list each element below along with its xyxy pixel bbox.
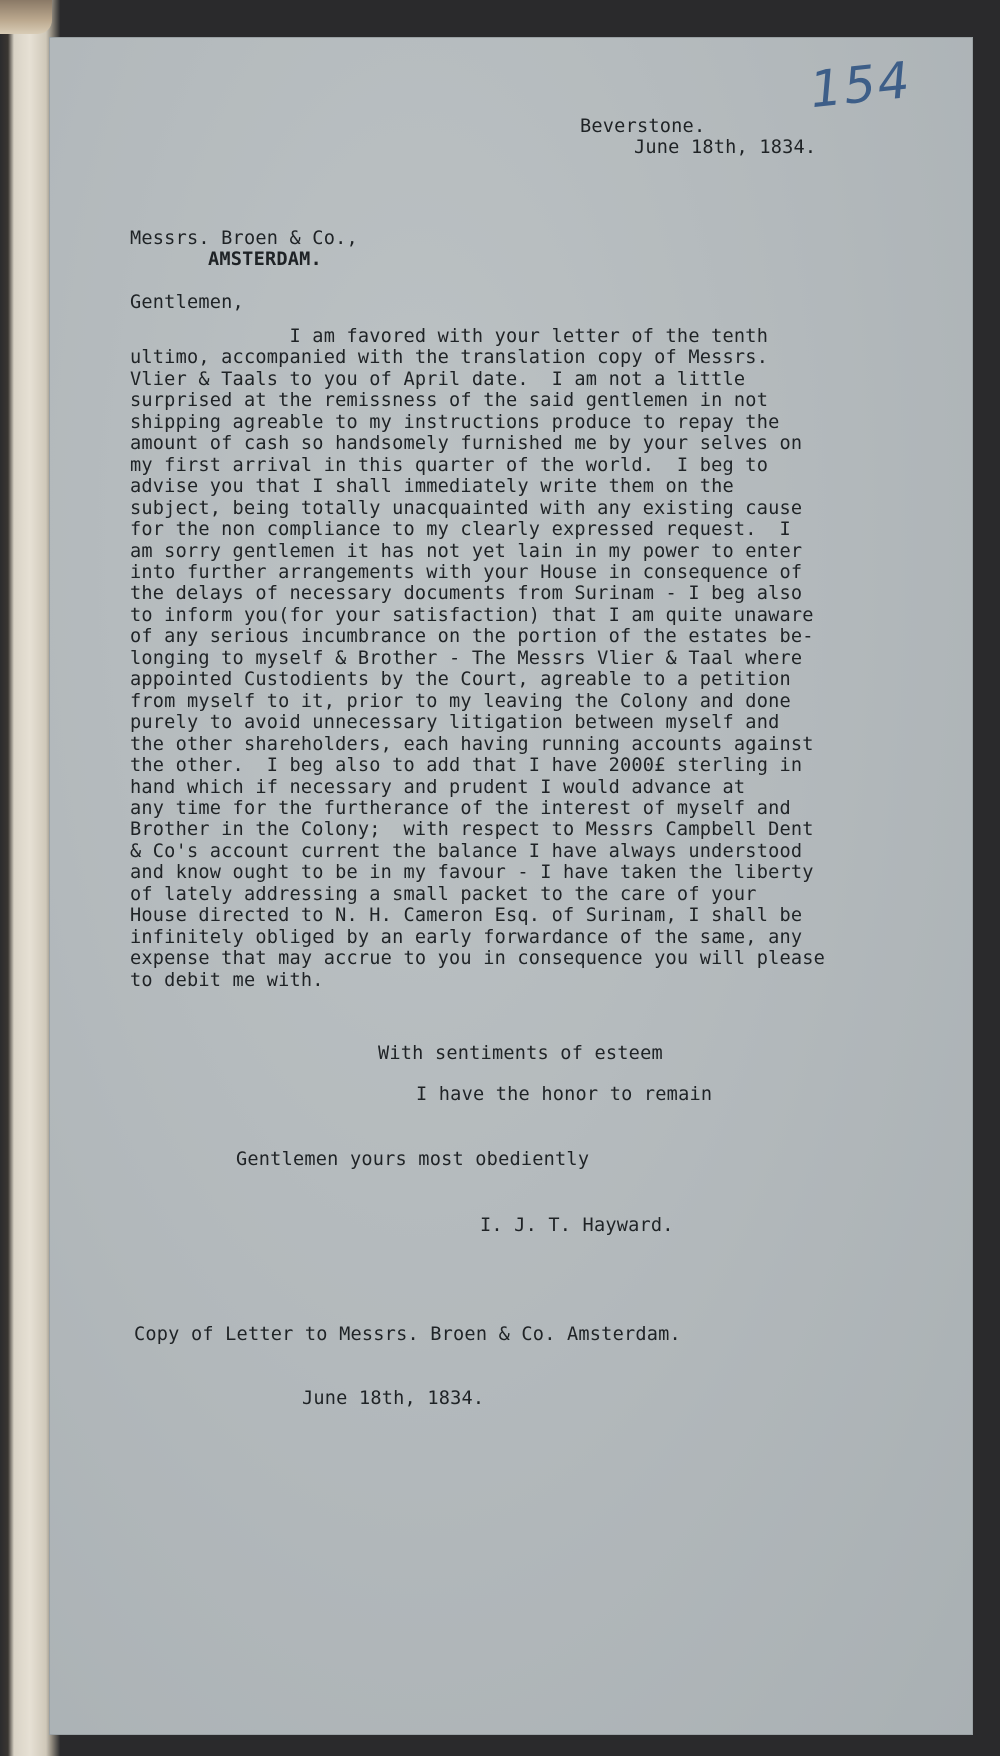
closing-line2: I have the honor to remain bbox=[416, 1084, 713, 1105]
body-line: to debit me with. bbox=[130, 969, 324, 991]
body-line: advise you that I shall immediately write them on the bbox=[130, 476, 734, 498]
body-line: to inform you(for your satisfaction) that I am quite unaware bbox=[130, 604, 814, 626]
body-line: Brother in the Colony; with respect to Messrs Campbell Dent bbox=[130, 819, 814, 841]
salutation: Gentlemen, bbox=[130, 292, 244, 313]
body-line: I am favored with your letter of the tenth bbox=[130, 326, 769, 347]
body-line: surprised at the remissness of the said gentlemen in not bbox=[130, 390, 769, 412]
binding-tab bbox=[0, 0, 52, 34]
body-line: Vlier & Taals to you of April date. I am not a little bbox=[130, 368, 746, 390]
body-line: amount of cash so handsomely furnished me by your selves on bbox=[130, 433, 803, 455]
body-line: appointed Custodients by the Court, agreable to a petition bbox=[130, 669, 791, 691]
letter-date: June 18th, 1834. bbox=[634, 137, 817, 158]
closing-line3: Gentlemen yours most obediently bbox=[236, 1149, 590, 1170]
body-line: and know ought to be in my favour - I have taken the liberty bbox=[130, 862, 814, 884]
body-line: the other shareholders, each having running accounts against bbox=[130, 733, 814, 755]
body-line: longing to myself & Brother - The Messrs Vlier & Taal where bbox=[130, 647, 803, 669]
body-line: of any serious incumbrance on the portion of the estates be- bbox=[130, 626, 814, 648]
recipient-line2: AMSTERDAM. bbox=[208, 249, 322, 270]
body-line: the delays of necessary documents from Surinam - I beg also bbox=[130, 583, 803, 605]
body-line: into further arrangements with your House in consequence of bbox=[130, 561, 803, 583]
body-line: expense that may accrue to you in consequence you will please bbox=[130, 948, 826, 970]
body-line: purely to avoid unnecessary litigation between myself and bbox=[130, 712, 780, 734]
copy-date: June 18th, 1834. bbox=[302, 1388, 485, 1409]
body-line: the other. I beg also to add that I have 2000£ sterling in bbox=[130, 755, 803, 777]
body-line: from myself to it, prior to my leaving the Colony and done bbox=[130, 690, 791, 712]
closing-line1: With sentiments of esteem bbox=[378, 1043, 663, 1064]
body-line: am sorry gentlemen it has not yet lain in my power to enter bbox=[130, 540, 803, 562]
letter-body bbox=[130, 326, 825, 991]
body-line: ultimo, accompanied with the translation copy of Messrs. bbox=[130, 347, 769, 369]
body-line: & Co's account current the balance I have always understood bbox=[130, 840, 803, 862]
signature: I. J. T. Hayward. bbox=[480, 1215, 674, 1236]
body-line: infinitely obliged by an early forwardance of the same, any bbox=[130, 926, 803, 948]
folio-number: 154 bbox=[807, 50, 915, 120]
body-line: any time for the furtherance of the interest of myself and bbox=[130, 797, 791, 819]
body-line: my first arrival in this quarter of the world. I beg to bbox=[130, 454, 769, 476]
sender-place: Beverstone. bbox=[580, 116, 706, 137]
copy-note: Copy of Letter to Messrs. Broen & Co. Amsterdam. bbox=[134, 1324, 681, 1345]
body-line: shipping agreable to my instructions produce to repay the bbox=[130, 411, 780, 433]
body-line: House directed to N. H. Cameron Esq. of Surinam, I shall be bbox=[130, 905, 803, 927]
recipient-line1: Messrs. Broen & Co., bbox=[130, 228, 358, 249]
body-line: of lately addressing a small packet to the care of your bbox=[130, 883, 757, 905]
body-line: hand which if necessary and prudent I would advance at bbox=[130, 776, 746, 798]
body-line: for the non compliance to my clearly expressed request. I bbox=[130, 519, 791, 541]
body-line: subject, being totally unacquainted with any existing cause bbox=[130, 497, 803, 519]
